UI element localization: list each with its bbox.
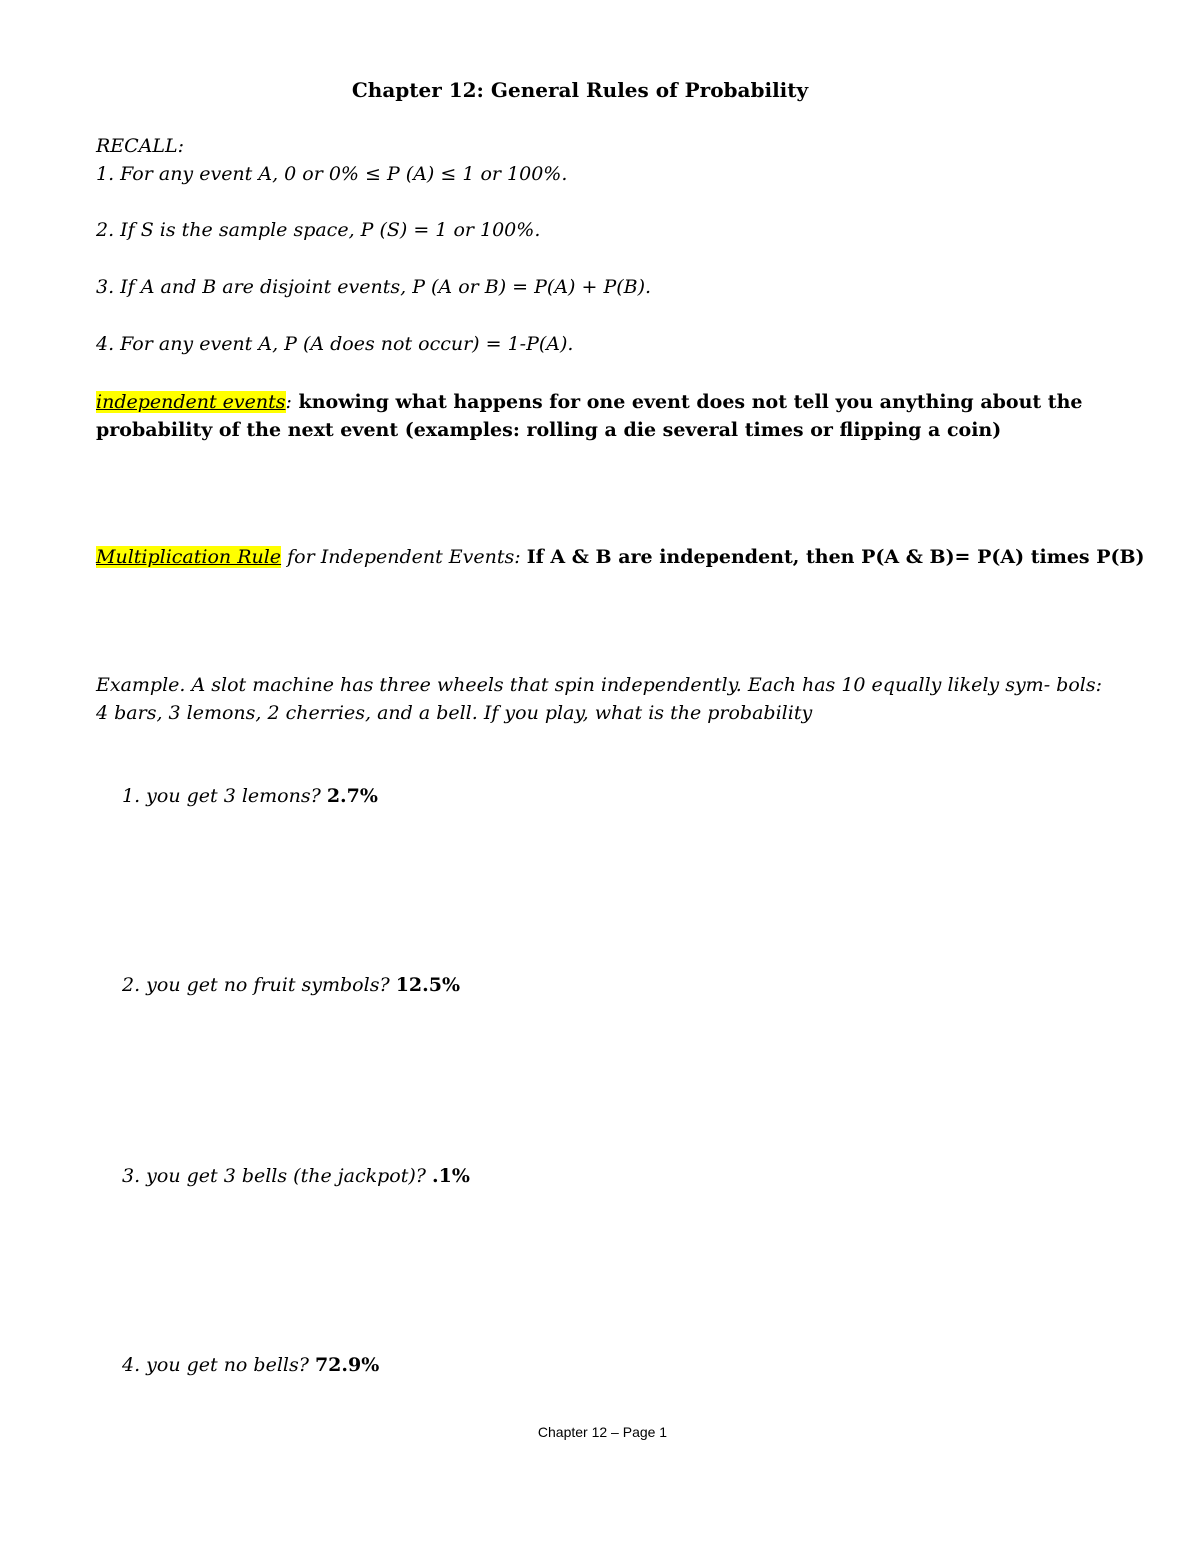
question-3-text: 3. you get 3 bells (the jackpot)? bbox=[122, 1165, 432, 1187]
multiplication-rule bbox=[96, 543, 1145, 571]
question-4-answer: 72.9% bbox=[314, 1354, 380, 1376]
question-4-text: 4. you get no bells? bbox=[122, 1354, 315, 1376]
question-4 bbox=[122, 1351, 379, 1379]
question-2-text: 2. you get no fruit symbols? bbox=[122, 974, 396, 996]
page-title: Chapter 12: General Rules of Probability bbox=[351, 78, 809, 102]
multiplication-rule-label: for Independent Events: bbox=[281, 546, 527, 568]
independent-events-text: knowing what happens for one event does not tell you anything about the probability of the next event (examples: rolling a die several times or flipping a coin) bbox=[96, 391, 1083, 441]
independent-events-colon: : bbox=[285, 391, 292, 413]
multiplication-rule-formula: If A & B are independent, then P(A & B)= P(A) times P(B) bbox=[526, 546, 1145, 568]
question-2-answer: 12.5% bbox=[395, 974, 461, 996]
recall-heading: RECALL: bbox=[96, 135, 185, 157]
recall-rule-1: 1. For any event A, 0 or 0% ≤ P (A) ≤ 1 or 100%. bbox=[96, 163, 568, 185]
question-1 bbox=[122, 782, 378, 810]
question-1-text: 1. you get 3 lemons? bbox=[122, 785, 327, 807]
page-footer: Chapter 12 – Page 1 bbox=[537, 1424, 668, 1440]
multiplication-rule-term: Multiplication Rule bbox=[96, 546, 282, 568]
recall-rule-2: 2. If S is the sample space, P (S) = 1 or 100%. bbox=[96, 219, 541, 241]
independent-events-definition bbox=[96, 388, 1106, 444]
independent-events-term: independent events bbox=[96, 391, 286, 413]
example-text: Example. A slot machine has three wheels that spin independently. Each has 10 equally likely sym- bols: 4 bars, 3 lemons, 2 cherries, and a bell. If you play, what is the probability bbox=[96, 674, 1102, 724]
question-3 bbox=[122, 1162, 470, 1190]
question-1-answer: 2.7% bbox=[326, 785, 378, 807]
question-3-answer: .1% bbox=[432, 1165, 470, 1187]
recall-rule-3: 3. If A and B are disjoint events, P (A or B) = P(A) + P(B). bbox=[96, 276, 652, 298]
recall-rule-4: 4. For any event A, P (A does not occur) = 1-P(A). bbox=[96, 333, 574, 355]
question-2 bbox=[122, 971, 460, 999]
